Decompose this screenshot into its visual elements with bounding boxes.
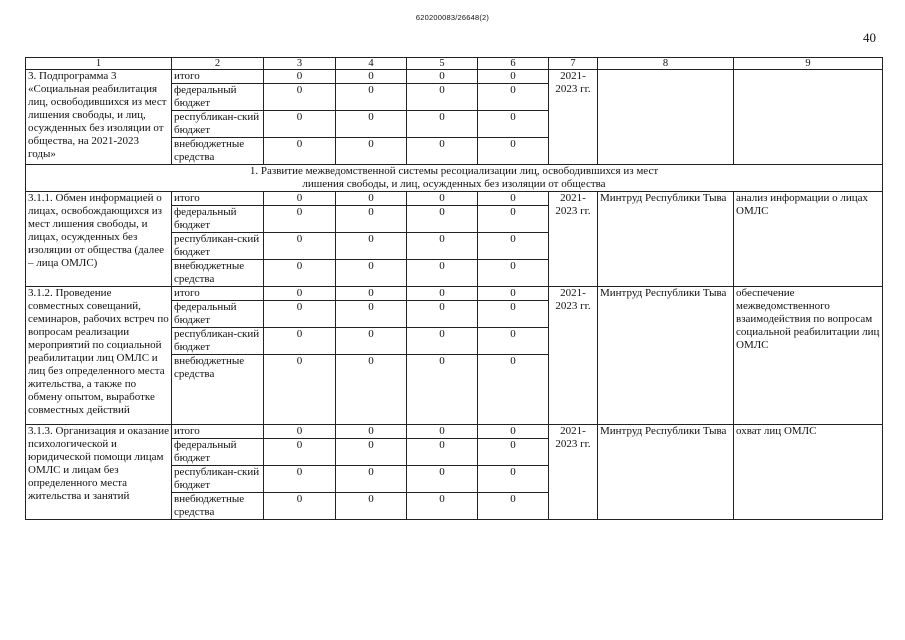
measure-name: 3.1.1. Обмен информацией о лицах, освобождающихся из мест лишения свободы, и лицах, осужденных без изоляции от общества (далее – лица ОМЛС) [26,192,172,287]
executor [598,70,734,165]
measure-name: 3. Подпрограмма 3 «Социальная реабилитация лиц, освободившихся из мест лишения свободы, и лиц, осужденных без изоляции от общества, на 2021-2023 годы» [26,70,172,165]
funding-value: 0 [407,260,478,287]
funding-value: 0 [264,70,336,84]
funding-value: 0 [336,111,407,138]
funding-source: итого [172,287,264,301]
funding-value: 0 [336,355,407,425]
funding-value: 0 [264,425,336,439]
executor: Минтруд Республики Тыва [598,287,734,425]
funding-value: 0 [407,111,478,138]
funding-value: 0 [336,206,407,233]
funding-value: 0 [407,328,478,355]
funding-value: 0 [478,260,549,287]
table-row [26,192,883,206]
funding-value: 0 [264,439,336,466]
funding-value: 0 [264,301,336,328]
funding-value: 0 [264,287,336,301]
funding-value: 0 [336,138,407,165]
funding-value: 0 [407,355,478,425]
funding-source: федеральный бюджет [172,439,264,466]
funding-source: итого [172,192,264,206]
header-cell: 8 [598,58,734,70]
funding-value: 0 [407,301,478,328]
funding-value: 0 [336,439,407,466]
funding-source: федеральный бюджет [172,206,264,233]
funding-source: федеральный бюджет [172,84,264,111]
funding-value: 0 [264,138,336,165]
header-row [26,58,883,70]
funding-source: итого [172,425,264,439]
funding-value: 0 [336,301,407,328]
funding-value: 0 [478,439,549,466]
section-title-line: лишения свободы, и лиц, осужденных без изоляции от общества [302,178,606,190]
funding-value: 0 [478,493,549,520]
funding-value: 0 [478,206,549,233]
expected-result: охват лиц ОМЛС [734,425,883,520]
header-cell: 6 [478,58,549,70]
funding-value: 0 [478,301,549,328]
funding-value: 0 [336,84,407,111]
funding-value: 0 [407,84,478,111]
funding-source: внебюджетные средства [172,493,264,520]
funding-value: 0 [336,70,407,84]
program-table [25,57,883,520]
measure-name: 3.1.2. Проведение совместных совещаний, семинаров, рабочих встреч по вопросам реализации мероприятий по социальной реабилитации лиц ОМЛС и лиц без определенного места жительства, а также по обмену опытом, выработке совместных действий [26,287,172,425]
funding-value: 0 [336,287,407,301]
executor: Минтруд Республики Тыва [598,192,734,287]
funding-source: республикан-ский бюджет [172,233,264,260]
funding-value: 0 [478,192,549,206]
funding-value: 0 [336,260,407,287]
period: 2021-2023 гг. [549,70,598,165]
funding-value: 0 [264,328,336,355]
funding-value: 0 [407,425,478,439]
funding-value: 0 [478,111,549,138]
funding-source: внебюджетные средства [172,138,264,165]
funding-value: 0 [336,425,407,439]
funding-value: 0 [264,493,336,520]
period: 2021-2023 гг. [549,192,598,287]
expected-result: обеспечение межведомственного взаимодействия по вопросам социальной реабилитации лиц ОМЛС [734,287,883,425]
funding-value: 0 [407,70,478,84]
header-cell: 3 [264,58,336,70]
header-cell: 4 [336,58,407,70]
funding-value: 0 [264,233,336,260]
executor: Минтруд Республики Тыва [598,425,734,520]
expected-result: анализ информации о лицах ОМЛС [734,192,883,287]
funding-value: 0 [264,466,336,493]
section-row [26,165,883,192]
funding-source: республикан-ский бюджет [172,111,264,138]
header-cell: 2 [172,58,264,70]
funding-value: 0 [478,425,549,439]
funding-value: 0 [336,466,407,493]
funding-value: 0 [407,287,478,301]
funding-value: 0 [336,328,407,355]
period: 2021-2023 гг. [549,287,598,425]
funding-value: 0 [478,328,549,355]
funding-value: 0 [478,466,549,493]
funding-value: 0 [407,233,478,260]
funding-value: 0 [407,206,478,233]
funding-source: республикан-ский бюджет [172,328,264,355]
document-code: 620200083/26648(2) [415,13,490,22]
header-cell: 7 [549,58,598,70]
period: 2021-2023 гг. [549,425,598,520]
funding-value: 0 [407,192,478,206]
funding-source: итого [172,70,264,84]
header-cell: 9 [734,58,883,70]
header-cell: 5 [407,58,478,70]
table-row [26,425,883,439]
funding-value: 0 [264,206,336,233]
funding-value: 0 [264,84,336,111]
header-cell: 1 [26,58,172,70]
funding-value: 0 [264,111,336,138]
funding-source: республикан-ский бюджет [172,466,264,493]
expected-result [734,70,883,165]
funding-value: 0 [264,355,336,425]
funding-value: 0 [478,233,549,260]
funding-source: внебюджетные средства [172,260,264,287]
page-number: 40 [863,30,876,45]
funding-value: 0 [478,84,549,111]
funding-value: 0 [264,192,336,206]
section-title-line: 1. Развитие межведомственной системы ресоциализации лиц, освободившихся из мест [249,165,659,177]
funding-value: 0 [478,70,549,84]
funding-value: 0 [478,138,549,165]
funding-source: федеральный бюджет [172,301,264,328]
funding-value: 0 [407,493,478,520]
funding-value: 0 [407,466,478,493]
table-row [26,287,883,301]
section-title [26,165,883,192]
funding-value: 0 [336,493,407,520]
table-row [26,70,883,84]
funding-value: 0 [264,260,336,287]
measure-name: 3.1.3. Организация и оказание психологической и юридической помощи лицам ОМЛС и лицам без определенного места жительства и занятий [26,425,172,520]
funding-source: внебюджетные средства [172,355,264,425]
funding-value: 0 [407,439,478,466]
funding-value: 0 [336,192,407,206]
funding-value: 0 [478,355,549,425]
funding-value: 0 [407,138,478,165]
funding-value: 0 [336,233,407,260]
funding-value: 0 [478,287,549,301]
